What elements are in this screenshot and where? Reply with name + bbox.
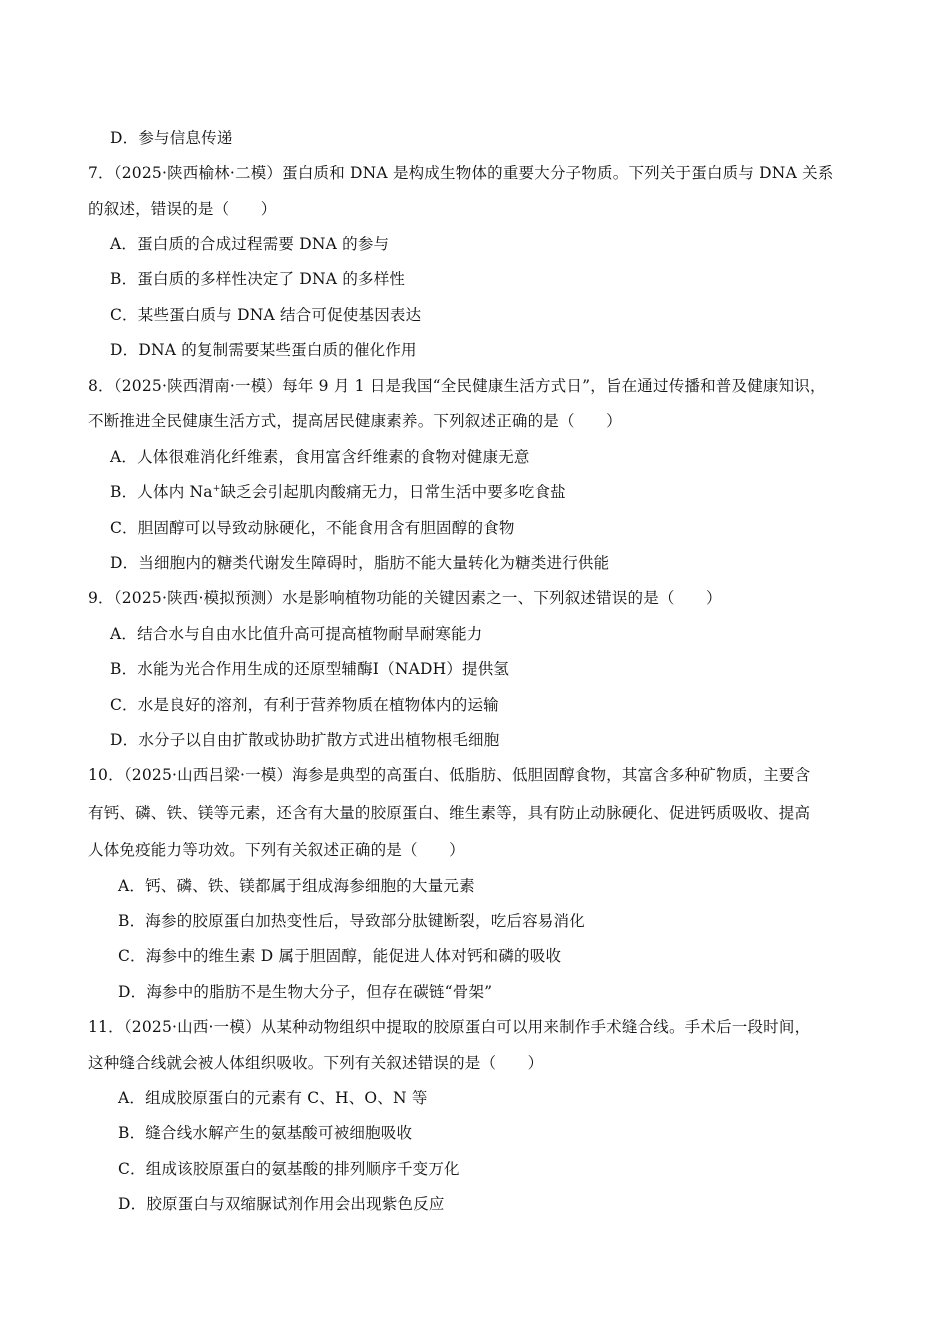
question-stem-line: 有钙、磷、铁、镁等元素，还含有大量的胶原蛋白、维生素等，具有防止动脉硬化、促进钙质吸收、提高 bbox=[88, 804, 811, 822]
question-stem-line: 不断推进全民健康生活方式，提高居民健康素养。下列叙述正确的是（ ） bbox=[88, 412, 622, 430]
question-stem-line: 11．（2025·山西·一模）从某种动物组织中提取的胶原蛋白可以用来制作手术缝合线。手术后一段时间， bbox=[88, 1018, 811, 1036]
option-line: B．水能为光合作用生成的还原型辅酶Ⅰ（NADH）提供氢 bbox=[110, 660, 510, 678]
option-line: B．蛋白质的多样性决定了 DNA 的多样性 bbox=[110, 270, 406, 288]
question-stem-line: 人体免疫能力等功效。下列有关叙述正确的是（ ） bbox=[88, 841, 465, 859]
option-line: A．钙、磷、铁、镁都属于组成海参细胞的大量元素 bbox=[118, 877, 475, 895]
question-stem-line: 10．（2025·山西吕梁·一模）海参是典型的高蛋白、低脂肪、低胆固醇食物，其富含多种矿物质，主要含 bbox=[88, 766, 811, 784]
option-text: 缺乏会引起肌肉酸痛无力，日常生活中要多吃食盐 bbox=[220, 483, 566, 501]
superscript: + bbox=[212, 484, 221, 494]
option-line: D．水分子以自由扩散或协助扩散方式进出植物根毛细胞 bbox=[110, 731, 500, 749]
option-line: C．组成该胶原蛋白的氨基酸的排列顺序千变万化 bbox=[118, 1160, 460, 1178]
option-line: B．缝合线水解产生的氨基酸可被细胞吸收 bbox=[118, 1124, 413, 1142]
option-line: D．参与信息传递 bbox=[110, 129, 233, 147]
option-line: D．当细胞内的糖类代谢发生障碍时，脂肪不能大量转化为糖类进行供能 bbox=[110, 554, 610, 572]
question-stem-line: 8．（2025·陕西渭南·一模）每年 9 月 1 日是我国“全民健康生活方式日”，旨在通过传播和普及健康知识， bbox=[88, 377, 826, 395]
option-line: A．蛋白质的合成过程需要 DNA 的参与 bbox=[110, 235, 390, 253]
option-line: A．人体很难消化纤维素，食用富含纤维素的食物对健康无意 bbox=[110, 448, 530, 466]
question-stem-line: 7．（2025·陕西榆林·二模）蛋白质和 DNA 是构成生物体的重要大分子物质。下列关于蛋白质与 DNA 关系 bbox=[88, 164, 834, 182]
option-line: A．组成胶原蛋白的元素有 C、H、O、N 等 bbox=[118, 1089, 428, 1107]
option-text: B．人体内 Na bbox=[110, 483, 213, 501]
question-stem-line: 这种缝合线就会被人体组织吸收。下列有关叙述错误的是（ ） bbox=[88, 1054, 544, 1072]
option-line: C．胆固醇可以导致动脉硬化，不能食用含有胆固醇的食物 bbox=[110, 519, 515, 537]
option-line: C．某些蛋白质与 DNA 结合可促使基因表达 bbox=[110, 306, 422, 324]
option-line: D．海参中的脂肪不是生物大分子，但存在碳链“骨架” bbox=[118, 983, 493, 1001]
option-line: C．水是良好的溶剂，有利于营养物质在植物体内的运输 bbox=[110, 696, 499, 714]
option-line bbox=[110, 482, 566, 502]
option-line: D．DNA 的复制需要某些蛋白质的催化作用 bbox=[110, 341, 417, 359]
option-line: A．结合水与自由水比值升高可提高植物耐旱耐寒能力 bbox=[110, 625, 483, 643]
question-stem-line: 的叙述，错误的是（ ） bbox=[88, 200, 277, 218]
option-line: D．胶原蛋白与双缩脲试剂作用会出现紫色反应 bbox=[118, 1195, 445, 1213]
option-line: C．海参中的维生素 D 属于胆固醇，能促进人体对钙和磷的吸收 bbox=[118, 947, 562, 965]
question-stem-line: 9．（2025·陕西·模拟预测）水是影响植物功能的关键因素之一、下列叙述错误的是（ ） bbox=[88, 589, 722, 607]
option-line: B．海参的胶原蛋白加热变性后，导致部分肽键断裂，吃后容易消化 bbox=[118, 912, 585, 930]
